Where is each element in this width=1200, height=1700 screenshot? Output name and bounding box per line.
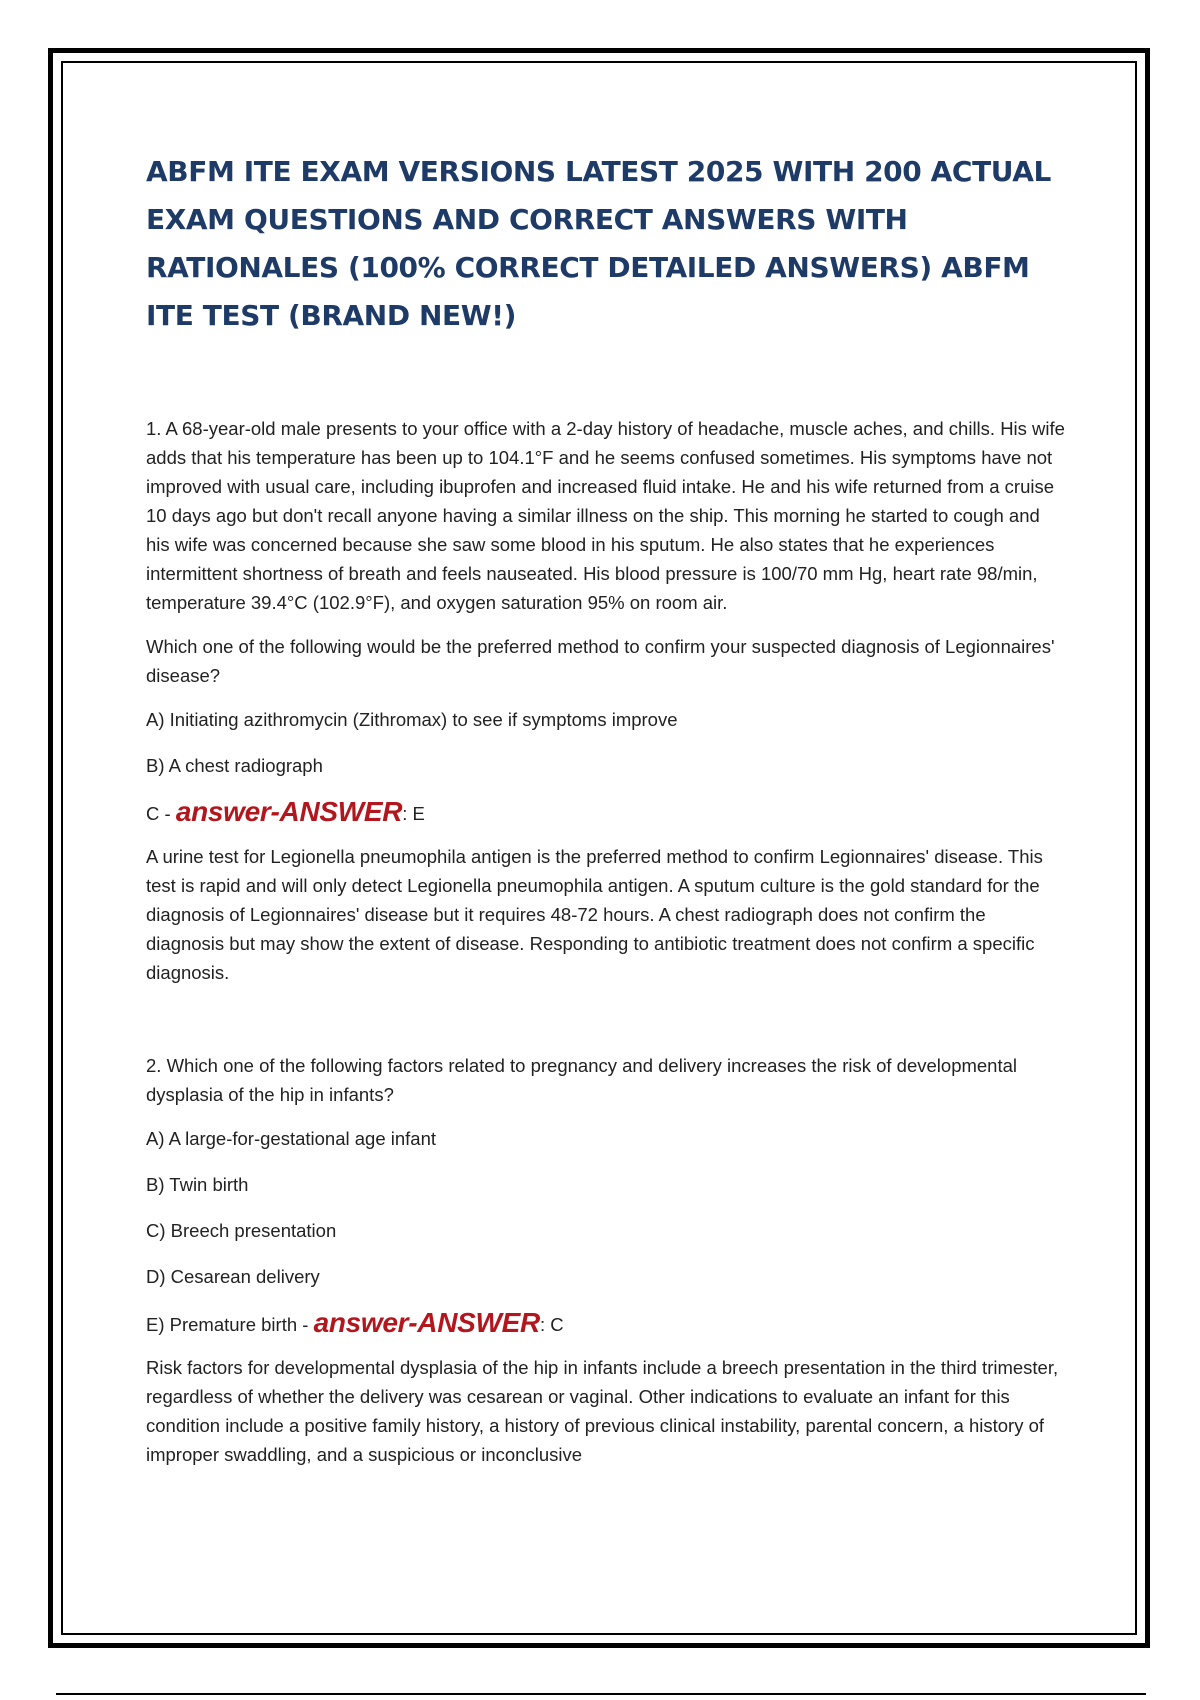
q2-stem: 2. Which one of the following factors related to pregnancy and delivery increases the risk of developmental dysplasia of the hip in infants? [146,1055,1018,1105]
q2-option-b: B) Twin birth [146,1174,249,1195]
q2-rationale: Risk factors for developmental dysplasia of the hip in infants include a breech presentation in the third trimester, regardless of whether the delivery was cesarean or vaginal. Other indications to evaluate an infant for this condition include a positive family history, a history of previous clinical instability, parental concern, a history of improper swaddling, and a suspicious or inconclusive [146,1357,1059,1465]
document-title: ABFM ITE EXAM VERSIONS LATEST 2025 WITH 200 ACTUAL EXAM QUESTIONS AND CORRECT ANSWERS WITH RATIONALES (100% CORRECT DETAILED ANSWERS) ABFM ITE TEST (BRAND NEW!) [146,155,1051,332]
q1-option-a: A) Initiating azithromycin (Zithromax) to see if symptoms improve [146,709,678,730]
q2-answer-prefix: E) Premature birth - [146,1314,314,1335]
q2-option-d: D) Cesarean delivery [146,1266,320,1287]
question-1 [146,414,1066,987]
q1-rationale: A urine test for Legionella pneumophila antigen is the preferred method to confirm Legionnaires' disease. This test is rapid and will only detect Legionella pneumophila antigen. A sputum culture is the gold standard for the diagnosis of Legionnaires' disease but it requires 48-72 hours. A chest radiograph does not confirm the diagnosis but may show the extent of disease. Responding to antibiotic treatment does not confirm a specific diagnosis. [146,846,1043,983]
q2-answer-value: : C [539,1314,564,1335]
q1-answer-line [146,797,1066,828]
q1-question: Which one of the following would be the preferred method to confirm your suspected diagnosis of Legionnaires' disease? [146,636,1055,686]
q2-option-a: A) A large-for-gestational age infant [146,1128,437,1149]
q1-option-b: B) A chest radiograph [146,755,323,776]
document-body [146,148,1066,1484]
footer-rule [56,1693,1146,1695]
q1-answer-value: : E [402,803,425,824]
q2-answer-label: answer-ANSWER [313,1307,540,1338]
q2-answer-line [146,1308,1066,1339]
q1-stem: 1. A 68-year-old male presents to your office with a 2-day history of headache, muscle aches, and chills. His wife adds that his temperature has been up to 104.1°F and he seems confused sometimes. His symptoms have not improved with usual care, including ibuprofen and increased fluid intake. He and his wife returned from a cruise 10 days ago but don't recall anyone having a similar illness on the ship. This morning he started to cough and his wife was concerned because she saw some blood in his sputum. He also states that he experiences intermittent shortness of breath and feels nauseated. His blood pressure is 100/70 mm Hg, heart rate 98/min, temperature 39.4°C (102.9°F), and oxygen saturation 95% on room air. [146,418,1065,613]
q2-option-c: C) Breech presentation [146,1220,337,1241]
question-2 [146,1051,1066,1469]
q1-answer-label: answer-ANSWER [175,796,403,827]
q1-answer-prefix: C - [146,803,176,824]
